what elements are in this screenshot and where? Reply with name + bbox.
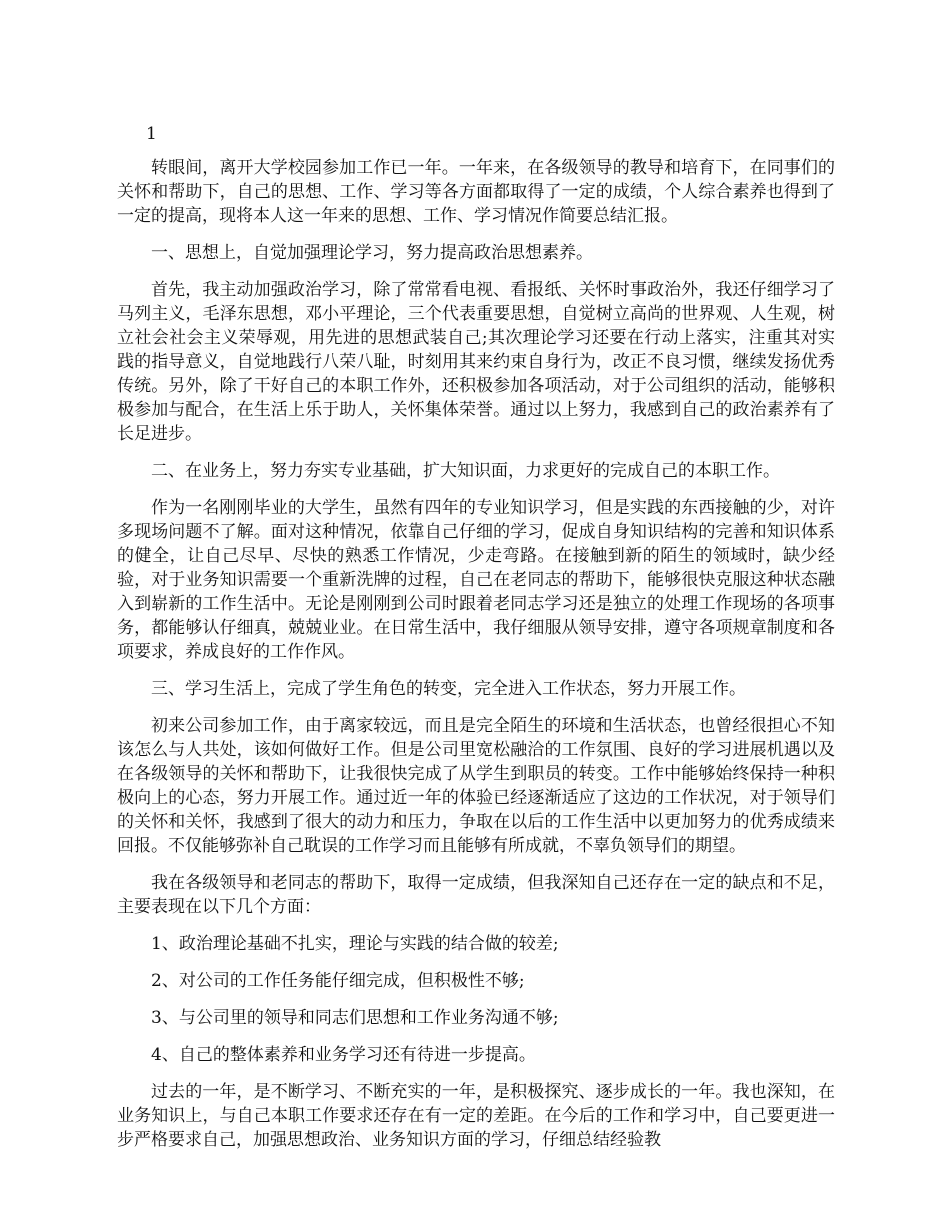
list-item-shortcoming-3: 3、与公司里的领导和同志们思想和工作业务沟通不够;: [151, 1008, 559, 1028]
heading-business: 二、在业务上，努力夯实专业基础，扩大知识面，力求更好的完成自己的本职工作。: [151, 461, 780, 481]
heading-ideology: 一、思想上，自觉加强理论学习，努力提高政治思想素养。: [151, 243, 593, 263]
paragraph-study-life: 初来公司参加工作，由于离家较远，而且是完全陌生的环境和生活状态，也曾经很担心不知该怎么与人共处，该如何做好工作。但是公司里宽松融洽的工作氛围、良好的学习进展机遇以及在各级领导的关怀和帮助下，让我很快完成了从学生到职员的转变。工作中能够始终保持一种积极向上的心态，努力开展工作。通过近一年的体验已经逐渐适应了这边的工作状况，对于领导们的关怀和关怀，我感到了很大的动力和压力，争取在以后的工作生活中以更加努力的优秀成绩来回报。不仅能够弥补自己耽误的工作学习而且能够有所成就，不辜负领导们的期望。: [117, 716, 835, 856]
list-item-shortcoming-2: 2、对公司的工作任务能仔细完成，但积极性不够;: [151, 971, 525, 991]
paragraph-shortcomings-intro: 我在各级领导和老同志的帮助下，取得一定成绩，但我深知自己还存在一定的缺点和不足，主要表现在以下几个方面：: [117, 873, 835, 917]
list-item-shortcoming-4: 4、自己的整体素养和业务学习还有待进一步提高。: [151, 1045, 536, 1065]
paragraph-conclusion: 过去的一年，是不断学习、不断充实的一年，是积极探究、逐步成长的一年。我也深知，在业务知识上，与自己本职工作要求还存在有一定的差距。在今后的工作和学习中，自己要更进一步严格要求自己，加强思想政治、业务知识方面的学习，仔细总结经验教: [117, 1082, 835, 1150]
paragraph-ideology: 首先，我主动加强政治学习，除了常常看电视、看报纸、关怀时事政治外，我还仔细学习了马列主义，毛泽东思想，邓小平理论，三个代表重要思想，自觉树立高尚的世界观、人生观，树立社会社会主义荣辱观，用先进的思想武装自己;其次理论学习还要在行动上落实，注重其对实践的指导意义，自觉地践行八荣八耻，时刻用其来约束自身行为，改正不良习惯，继续发扬优秀传统。另外，除了干好自己的本职工作外，还积极参加各项活动，对于公司组织的活动，能够积极参加与配合，在生活上乐于助人，关怀集体荣誉。通过以上努力，我感到自己的政治素养有了长足进步。: [117, 280, 835, 444]
heading-study-life: 三、学习生活上，完成了学生角色的转变，完全进入工作状态，努力开展工作。: [151, 679, 746, 699]
paragraph-business: 作为一名刚刚毕业的大学生，虽然有四年的专业知识学习，但是实践的东西接触的少，对许多现场问题不了解。面对这种情况，依靠自己仔细的学习，促成自身知识结构的完善和知识体系的健全，让自己尽早、尽快的熟悉工作情况，少走弯路。在接触到新的陌生的领域时，缺少经验，对于业务知识需要一个重新洗牌的过程，自己在老同志的帮助下，能够很快克服这种状态融入到崭新的工作生活中。无论是刚刚到公司时跟着老同志学习还是独立的处理工作现场的各项事务，都能够认仔细真，兢兢业业。在日常生活中，我仔细服从领导安排，遵守各项规章制度和各项要求，养成良好的工作作风。: [117, 498, 835, 662]
page-number: 1: [146, 124, 157, 144]
list-item-shortcoming-1: 1、政治理论基础不扎实，理论与实践的结合做的较差;: [151, 934, 559, 954]
paragraph-intro: 转眼间，离开大学校园参加工作已一年。一年来，在各级领导的教导和培育下，在同事们的关怀和帮助下，自己的思想、工作、学习等各方面都取得了一定的成绩，个人综合素养也得到了一定的提高，现将本人这一年来的思想、工作、学习情况作简要总结汇报。: [117, 158, 835, 226]
